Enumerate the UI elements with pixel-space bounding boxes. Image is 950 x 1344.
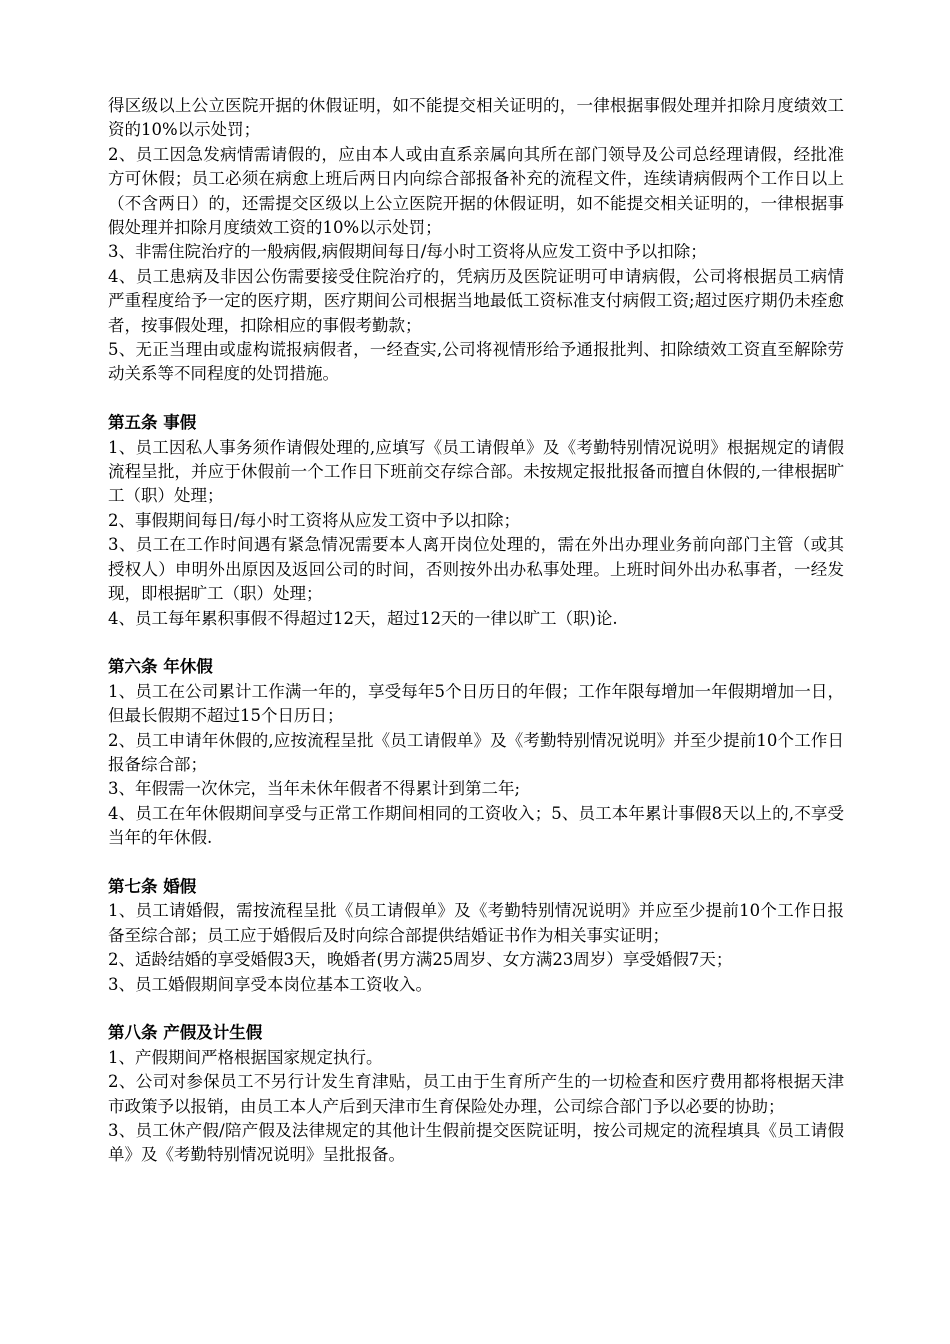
section-item: 2、员工申请年休假的,应按流程呈批《员工请假单》及《考勤特别情况说明》并至少提前10个工作日报备综合部； [108,730,844,774]
intro-paragraph-4: 4、员工患病及非因公伤需要接受住院治疗的，凭病历及医院证明可申请病假，公司将根据员工病情严重程度给予一定的医疗期，医疗期间公司根据当地最低工资标准支付病假工资;超过医疗期仍未痊愈者，按事假处理，扣除相应的事假考勤款； [108,266,844,335]
section-item: 3、员工婚假期间享受本岗位基本工资收入。 [108,974,432,994]
intro-paragraph-5: 5、无正当理由或虚构谎报病假者，一经查实,公司将视情形给予通报批判、扣除绩效工资直至解除劳动关系等不同程度的处罚措施。 [108,340,844,384]
section-item: 1、产假期间严格根据国家规定执行。 [108,1047,383,1067]
section-item: 2、事假期间每日/每小时工资将从应发工资中予以扣除； [108,510,521,530]
document-page [108,94,844,1168]
section-item: 3、员工在工作时间遇有紧急情况需要本人离开岗位处理的，需在外出办理业务前向部门主管（或其授权人）申明外出原因及返回公司的时间，否则按外出办私事处理。上班时间外出办私事者，一经发现，即根据旷工（职）处理； [108,535,844,604]
section-heading: 第七条 婚假 [108,876,197,896]
section-personal-leave [108,411,844,631]
section-maternity-leave [108,1021,844,1167]
intro-paragraph-2: 2、员工因急发病情需请假的，应由本人或由直系亲属向其所在部门领导及公司总经理请假，经批准方可休假；员工必须在病愈上班后两日内向综合部报备补充的流程文件，连续请病假两个工作日以上（不含两日）的，还需提交区级以上公立医院开据的休假证明，如不能提交相关证明的，一律根据事假处理并扣除月度绩效工资的10%以示处罚； [108,144,844,238]
section-heading: 第六条 年休假 [108,657,213,677]
section-item: 2、适龄结婚的享受婚假3天，晚婚者(男方满25周岁、女方满23周岁）享受婚假7天； [108,950,733,970]
intro-block [108,94,844,387]
section-heading: 第五条 事假 [108,413,197,433]
section-item: 4、员工在年休假期间享受与正常工作期间相同的工资收入；5、员工本年累计事假8天以上的,不享受当年的年休假. [108,803,844,848]
section-item: 2、公司对参保员工不另行计发生育津贴，员工由于生育所产生的一切检查和医疗费用都将根据天津市政策予以报销，由员工本人产后到天津市生育保险处办理，公司综合部门予以必要的协助； [108,1072,844,1116]
section-item: 1、员工在公司累计工作满一年的，享受每年5个日历日的年假；工作年限每增加一年假期增加一日，但最长假期不超过15个日历日； [108,681,844,726]
section-item: 1、员工因私人事务须作请假处理的,应填写《员工请假单》及《考勤特别情况说明》根据规定的请假流程呈批，并应于休假前一个工作日下班前交存综合部。未按规定报批报备而擅自休假的,一律根据旷工（职）处理； [108,437,844,506]
section-marriage-leave [108,875,844,997]
section-annual-leave [108,655,844,850]
intro-paragraph-1: 得区级以上公立医院开据的休假证明，如不能提交相关证明的，一律根据事假处理并扣除月度绩效工资的10%以示处罚； [108,96,844,140]
section-item: 3、年假需一次休完，当年未休年假者不得累计到第二年; [108,779,521,799]
section-item: 3、员工休产假/陪产假及法律规定的其他计生假前提交医院证明，按公司规定的流程填具《员工请假单》及《考勤特别情况说明》呈批报备。 [108,1121,844,1165]
intro-paragraph-3: 3、非需住院治疗的一般病假,病假期间每日/每小时工资将从应发工资中予以扣除； [108,242,707,262]
section-item: 1、员工请婚假，需按流程呈批《员工请假单》及《考勤特别情况说明》并应至少提前10个工作日报备至综合部；员工应于婚假后及时向综合部提供结婚证书作为相关事实证明； [108,901,844,945]
section-item: 4、员工每年累积事假不得超过12天，超过12天的一律以旷工（职)论. [108,608,618,628]
section-heading: 第八条 产假及计生假 [108,1023,263,1043]
